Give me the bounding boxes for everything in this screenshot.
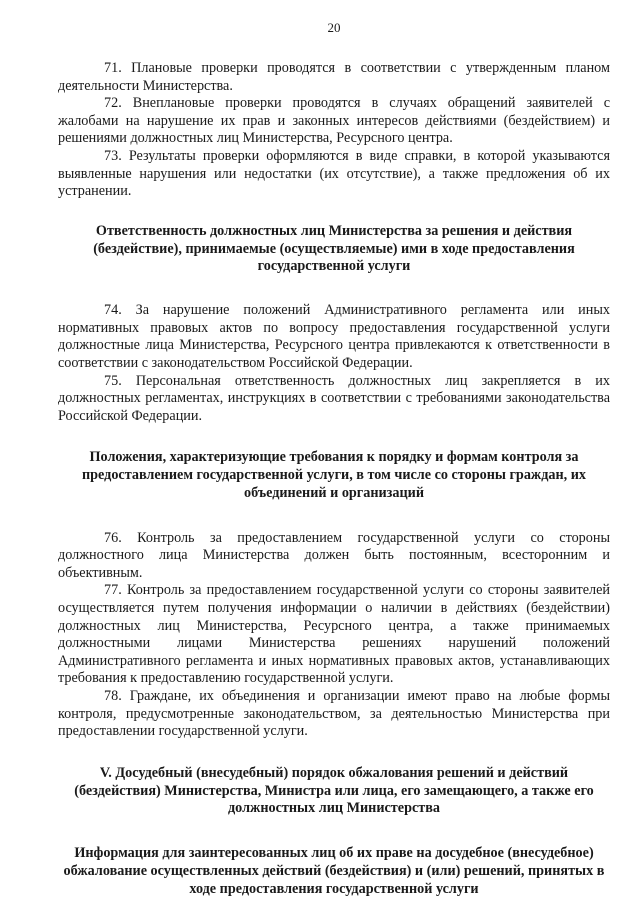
chapter-heading-appeal: V. Досудебный (внесудебный) порядок обжалования решений и действий (бездействия) Министерства, Министра или лица, его замещающего, а также его должностных лиц Министерства — [74, 764, 594, 817]
paragraph-78: 78. Граждане, их объединения и организации имеют право на любые формы контроля, предусмотренные законодательством, за деятельностью Министерства при предоставлении государственной услуги. — [58, 688, 610, 740]
paragraph-76: 76. Контроль за предоставлением государственной услуги со стороны должностного лица Министерства должен быть постоянным, всесторонним и объективным. — [58, 529, 610, 581]
page-number: 20 — [327, 20, 341, 35]
paragraph-73: 73. Результаты проверки оформляются в виде справки, в которой указываются выявленные нарушения или недостатки (их отсутствие), а также предложения об их устранении. — [58, 147, 610, 200]
paragraph-71: 71. Плановые проверки проводятся в соответствии с утвержденным планом деятельности Министерства. — [58, 60, 610, 94]
paragraph-74: 74. За нарушение положений Административного регламента или иных нормативных правовых актов по вопросу предоставления государственной услуги должностные лица Министерства, Ресурсного центра привлекаются к ответственности в соответствии с законодательством Российской Федерации. — [58, 302, 610, 371]
section-heading-appeal-info: Информация для заинтересованных лиц об их праве на досудебное (внесудебное) обжалование осуществленных действий (бездействия) и (или) решений, принятых в ходе предоставления государственной услуги — [63, 845, 605, 897]
section-heading-control: Положения, характеризующие требования к порядку и формам контроля за предоставлением государственной услуги, в том числе со стороны граждан, их объединений и организаций — [81, 449, 587, 501]
paragraph-77: 77. Контроль за предоставлением государственной услуги со стороны заявителей осуществляется путем получения информации о наличии в действиях (бездействии) должностных лиц Министерства, Ресурсного центра, а также принимаемых должностными лицами Министерства решениях нарушений положений Административного регламента и иных нормативных правовых актов, устанавливающих требования к предоставлению государственной услуги. — [58, 582, 610, 687]
section-heading-responsibility: Ответственность должностных лиц Министерства за решения и действия (бездействие), принимаемые (осуществляемые) ими в ходе предоставления государственной услуги — [93, 222, 575, 275]
paragraph-75: 75. Персональная ответственность должностных лиц закрепляется в их должностных регламентах, инструкциях в соответствии с требованиями законодательства Российской Федерации. — [58, 372, 610, 424]
paragraph-72: 72. Внеплановые проверки проводятся в случаях обращений заявителей с жалобами на нарушение их прав и законных интересов действиями (бездействием) и решениями должностных лиц Министерства, Ресурсного центра. — [58, 95, 610, 147]
